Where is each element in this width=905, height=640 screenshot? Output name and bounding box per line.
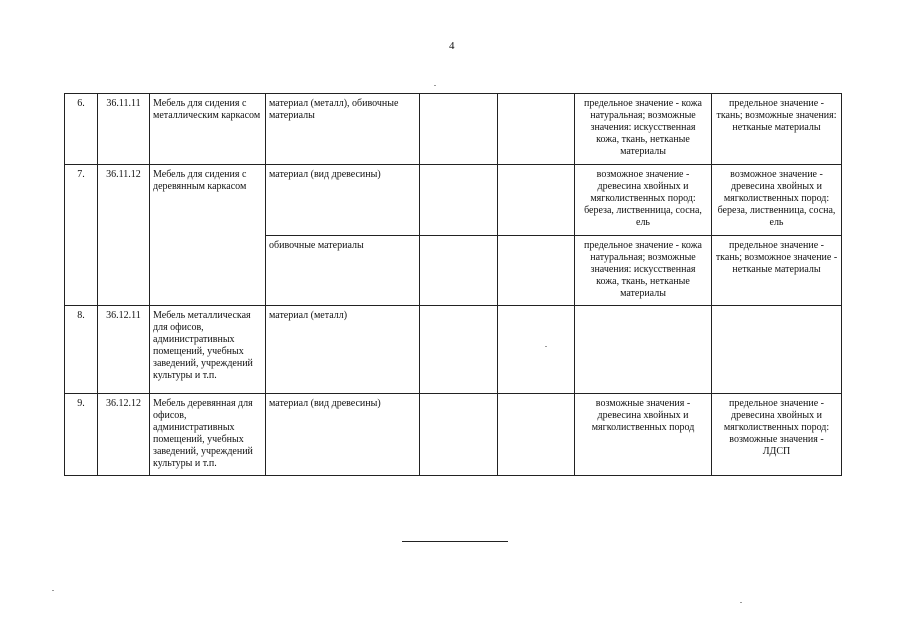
row-number: 7. — [65, 165, 98, 306]
empty-cell — [420, 94, 498, 165]
value-cell: возможное значение - древесина хвойных и мягколиственных пород: береза, лиственница, сосна, ель — [712, 165, 842, 236]
table-row — [65, 306, 842, 394]
row-number: 8. — [65, 306, 98, 394]
empty-cell — [498, 306, 575, 394]
okpd-code: 36.11.12 — [98, 165, 150, 306]
empty-cell — [420, 306, 498, 394]
value-cell: предельное значение - ткань; возможное значение - нетканые материалы — [712, 236, 842, 306]
scan-speck — [434, 85, 436, 86]
scan-speck — [740, 602, 742, 603]
value-cell: предельное значение - древесина хвойных и мягколиственных пород: возможные значения - ЛДСП — [712, 394, 842, 476]
value-cell: предельное значение - кожа натуральная; возможные значения: искусственная кожа, ткань, нетканые материалы — [575, 236, 712, 306]
empty-cell — [420, 394, 498, 476]
row-number: 6. — [65, 94, 98, 165]
product-name: Мебель для сидения с деревянным каркасом — [150, 165, 266, 306]
empty-cell — [498, 94, 575, 165]
characteristic: материал (металл) — [266, 306, 420, 394]
okpd-code: 36.12.12 — [98, 394, 150, 476]
table-row — [65, 394, 842, 476]
characteristic: обивочные материалы — [266, 236, 420, 306]
empty-cell — [420, 236, 498, 306]
product-name: Мебель металлическая для офисов, административных помещений, учебных заведений, учреждений культуры и т.п. — [150, 306, 266, 394]
scan-speck — [52, 590, 54, 591]
value-cell: возможные значения - древесина хвойных и мягколиственных пород — [575, 394, 712, 476]
okpd-code: 36.12.11 — [98, 306, 150, 394]
value-cell — [575, 306, 712, 394]
characteristic: материал (вид древесины) — [266, 165, 420, 236]
value-cell: предельное значение - кожа натуральная; возможные значения: искусственная кожа, ткань, нетканые материалы — [575, 94, 712, 165]
value-cell: предельное значение - ткань; возможные значения: нетканые материалы — [712, 94, 842, 165]
table-row — [65, 165, 842, 236]
row-number: 9. — [65, 394, 98, 476]
empty-cell — [498, 394, 575, 476]
requirements-table — [64, 93, 842, 476]
footer-divider — [402, 541, 508, 542]
characteristic: материал (металл), обивочные материалы — [266, 94, 420, 165]
scan-speck — [545, 346, 547, 347]
empty-cell — [498, 165, 575, 236]
product-name: Мебель для сидения с металлическим каркасом — [150, 94, 266, 165]
empty-cell — [420, 165, 498, 236]
table-row — [65, 94, 842, 165]
okpd-code: 36.11.11 — [98, 94, 150, 165]
page-number: 4 — [449, 40, 455, 52]
value-cell — [712, 306, 842, 394]
value-cell: возможное значение - древесина хвойных и мягколиственных пород: береза, лиственница, сосна, ель — [575, 165, 712, 236]
product-name: Мебель деревянная для офисов, административных помещений, учебных заведений, учреждений культуры и т.п. — [150, 394, 266, 476]
empty-cell — [498, 236, 575, 306]
characteristic: материал (вид древесины) — [266, 394, 420, 476]
